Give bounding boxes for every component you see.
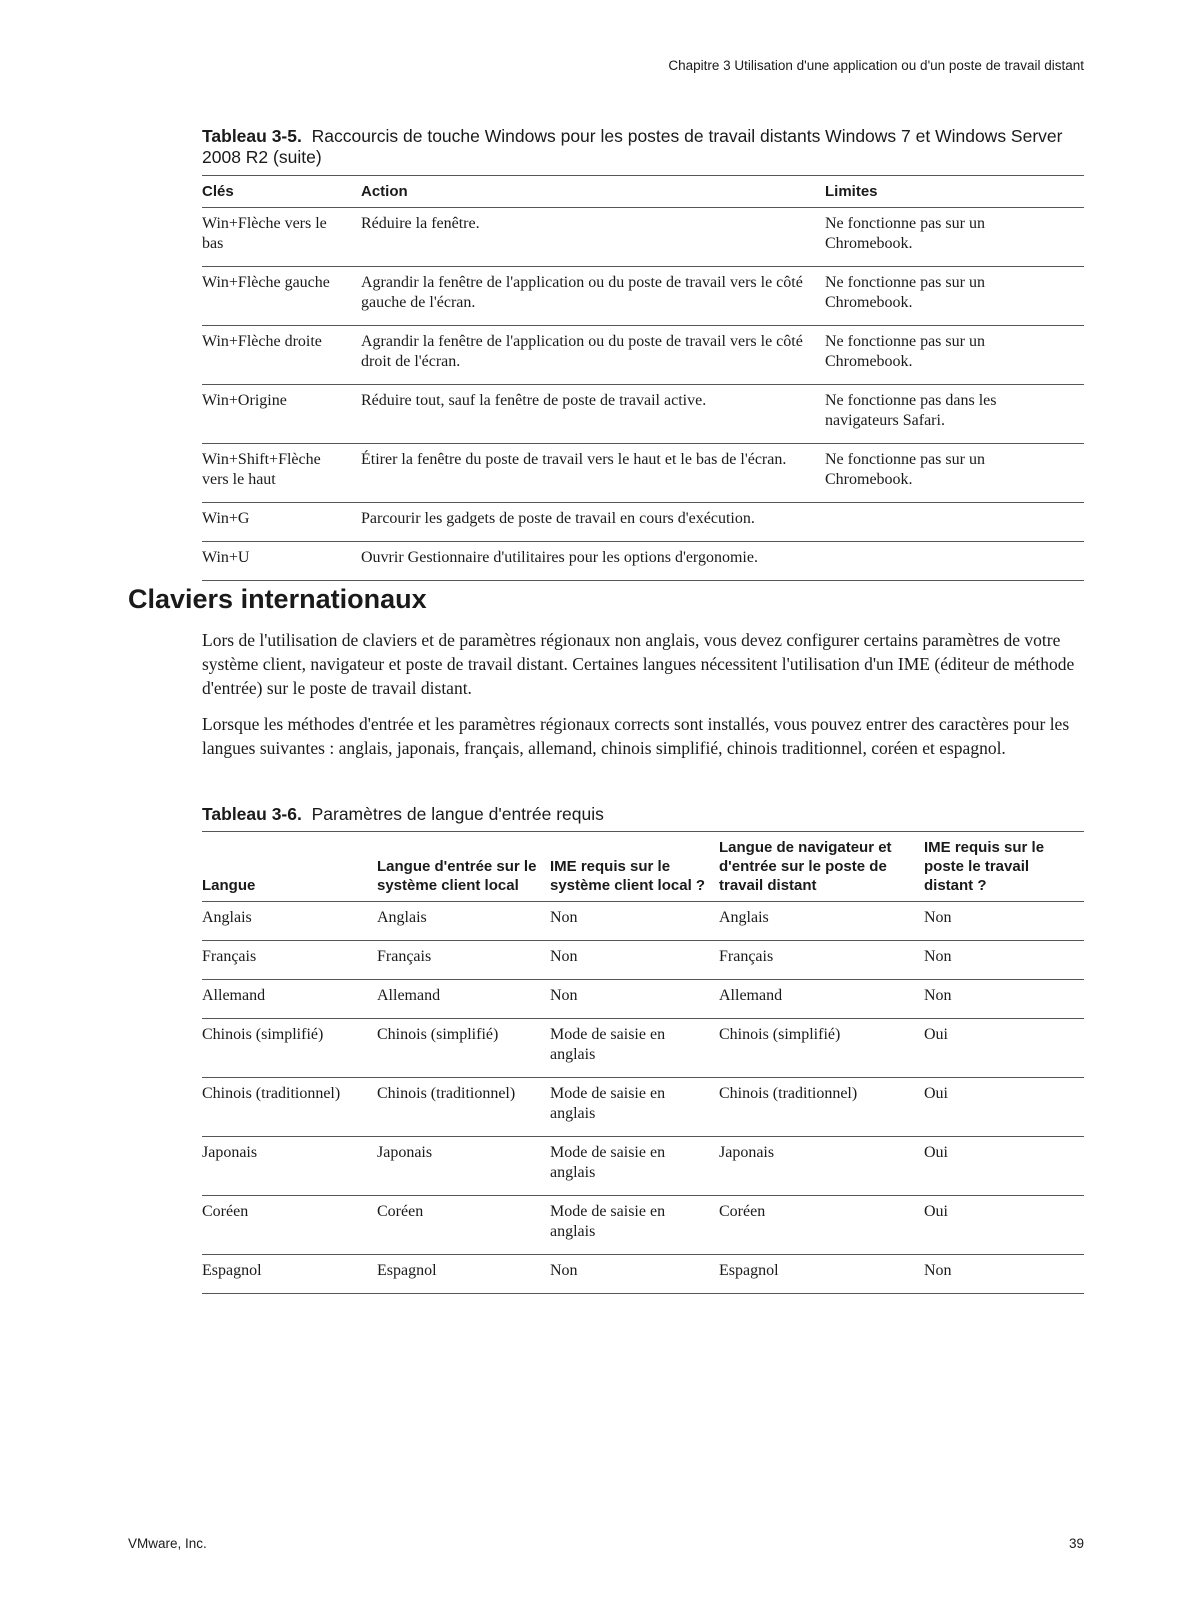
table-cell: Ne fonctionne pas sur un Chromebook. xyxy=(825,444,1084,503)
table-cell: Ne fonctionne pas sur un Chromebook. xyxy=(825,208,1084,267)
table-cell: Réduire la fenêtre. xyxy=(361,208,825,267)
table-caption-label: Tableau 3-5. xyxy=(202,126,302,146)
table-cell: Agrandir la fenêtre de l'application ou du poste de travail vers le côté gauche de l'écran. xyxy=(361,267,825,326)
table-cell: Ne fonctionne pas sur un Chromebook. xyxy=(825,326,1084,385)
table-cell: Étirer la fenêtre du poste de travail vers le haut et le bas de l'écran. xyxy=(361,444,825,503)
table-cell: Win+Flèche droite xyxy=(202,326,361,385)
table-row xyxy=(202,980,1084,1019)
table-row xyxy=(202,326,1084,385)
column-header: IME requis sur le système client local ? xyxy=(550,832,719,902)
table-cell: Mode de saisie en anglais xyxy=(550,1019,719,1078)
table-cell: Non xyxy=(550,902,719,941)
table-header-row xyxy=(202,176,1084,208)
table-row xyxy=(202,1196,1084,1255)
table-cell: Non xyxy=(924,980,1084,1019)
table-cell: Non xyxy=(924,941,1084,980)
table-cell: Non xyxy=(550,980,719,1019)
table-row xyxy=(202,267,1084,326)
table-cell: Oui xyxy=(924,1019,1084,1078)
table-cell xyxy=(825,542,1084,581)
table-caption xyxy=(202,804,1084,825)
table-cell: Français xyxy=(719,941,924,980)
table-cell: Win+G xyxy=(202,503,361,542)
table-cell: Non xyxy=(924,902,1084,941)
paragraph: Lors de l'utilisation de claviers et de paramètres régionaux non anglais, vous devez configurer certains paramètres de votre système client, navigateur et poste de travail distant. Certaines langues nécessitent l'utilisation d'un IME (éditeur de méthode d'entrée) sur le poste de travail distant. xyxy=(202,630,1075,698)
table-cell: Oui xyxy=(924,1137,1084,1196)
table-cell: Mode de saisie en anglais xyxy=(550,1196,719,1255)
table-cell: Français xyxy=(202,941,377,980)
table-cell: Win+Origine xyxy=(202,385,361,444)
table-caption-text: Raccourcis de touche Windows pour les postes de travail distants Windows 7 et Windows Server 2008 R2 (suite) xyxy=(202,126,1063,167)
table-cell: Anglais xyxy=(202,902,377,941)
table-cell: Ouvrir Gestionnaire d'utilitaires pour les options d'ergonomie. xyxy=(361,542,825,581)
table-row xyxy=(202,444,1084,503)
footer-company: VMware, Inc. xyxy=(128,1536,207,1551)
table-cell: Win+U xyxy=(202,542,361,581)
table-cell: Japonais xyxy=(202,1137,377,1196)
table-cell: Japonais xyxy=(719,1137,924,1196)
column-header: Langue de navigateur et d'entrée sur le poste de travail distant xyxy=(719,832,924,902)
section-body xyxy=(202,628,1084,772)
table-cell: Agrandir la fenêtre de l'application ou du poste de travail vers le côté droit de l'écran. xyxy=(361,326,825,385)
table-row xyxy=(202,503,1084,542)
table-cell: Mode de saisie en anglais xyxy=(550,1078,719,1137)
paragraph: Lorsque les méthodes d'entrée et les paramètres régionaux corrects sont installés, vous pouvez entrer des caractères pour les langues suivantes : anglais, japonais, français, allemand, chinois simplifié, chinois traditionnel, coréen et espagnol. xyxy=(202,714,1070,758)
table-cell: Oui xyxy=(924,1078,1084,1137)
table-cell: Chinois (traditionnel) xyxy=(719,1078,924,1137)
table-cell: Parcourir les gadgets de poste de travail en cours d'exécution. xyxy=(361,503,825,542)
table-cell: Chinois (traditionnel) xyxy=(202,1078,377,1137)
table-row xyxy=(202,385,1084,444)
table-cell: Allemand xyxy=(719,980,924,1019)
column-header: Langue xyxy=(202,832,377,902)
table-row xyxy=(202,1137,1084,1196)
table-cell: Non xyxy=(550,1255,719,1294)
table-row xyxy=(202,902,1084,941)
table-cell: Ne fonctionne pas dans les navigateurs Safari. xyxy=(825,385,1084,444)
table-cell: Japonais xyxy=(377,1137,550,1196)
table-row xyxy=(202,1019,1084,1078)
table-row xyxy=(202,542,1084,581)
table-cell: Coréen xyxy=(202,1196,377,1255)
table-cell: Français xyxy=(377,941,550,980)
table-cell: Réduire tout, sauf la fenêtre de poste de travail active. xyxy=(361,385,825,444)
shortcut-table-section xyxy=(202,126,1084,581)
column-header: Action xyxy=(361,176,825,208)
table-row xyxy=(202,1078,1084,1137)
table-cell: Chinois (simplifié) xyxy=(719,1019,924,1078)
table-cell: Chinois (simplifié) xyxy=(377,1019,550,1078)
shortcut-table xyxy=(202,175,1084,581)
table-cell: Coréen xyxy=(377,1196,550,1255)
column-header: Langue d'entrée sur le système client local xyxy=(377,832,550,902)
table-row xyxy=(202,208,1084,267)
table-header-row xyxy=(202,832,1084,902)
table-cell: Mode de saisie en anglais xyxy=(550,1137,719,1196)
table-cell: Non xyxy=(924,1255,1084,1294)
table-cell: Chinois (traditionnel) xyxy=(377,1078,550,1137)
table-cell: Chinois (simplifié) xyxy=(202,1019,377,1078)
column-header: Clés xyxy=(202,176,361,208)
table-caption-text: Paramètres de langue d'entrée requis xyxy=(311,804,604,824)
page-number: 39 xyxy=(1068,1536,1084,1551)
table-cell: Allemand xyxy=(377,980,550,1019)
table-cell: Anglais xyxy=(377,902,550,941)
table-cell xyxy=(825,503,1084,542)
table-cell: Non xyxy=(550,941,719,980)
table-cell: Anglais xyxy=(719,902,924,941)
language-table xyxy=(202,831,1084,1294)
language-table-section xyxy=(202,804,1084,1294)
section-heading: Claviers internationaux xyxy=(128,584,427,614)
table-caption-label: Tableau 3-6. xyxy=(202,804,302,824)
table-cell: Espagnol xyxy=(377,1255,550,1294)
table-cell: Espagnol xyxy=(202,1255,377,1294)
table-row xyxy=(202,1255,1084,1294)
table-cell: Ne fonctionne pas sur un Chromebook. xyxy=(825,267,1084,326)
table-caption xyxy=(202,126,1084,168)
table-cell: Oui xyxy=(924,1196,1084,1255)
running-header: Chapitre 3 Utilisation d'une application ou d'un poste de travail distant xyxy=(668,58,1084,73)
table-cell: Espagnol xyxy=(719,1255,924,1294)
column-header: Limites xyxy=(825,176,1084,208)
column-header: IME requis sur le poste le travail distant ? xyxy=(924,832,1084,902)
table-cell: Win+Flèche gauche xyxy=(202,267,361,326)
table-cell: Allemand xyxy=(202,980,377,1019)
table-row xyxy=(202,941,1084,980)
table-cell: Win+Flèche vers le bas xyxy=(202,208,361,267)
table-cell: Win+Shift+Flèche vers le haut xyxy=(202,444,361,503)
table-cell: Coréen xyxy=(719,1196,924,1255)
